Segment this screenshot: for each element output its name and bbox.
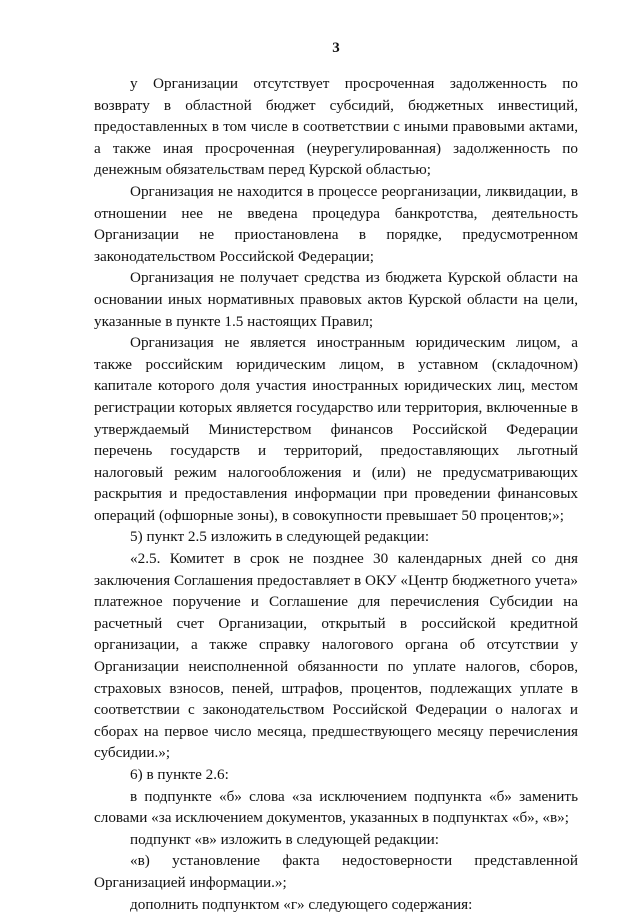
paragraph-clause-2-5: «2.5. Комитет в срок не позднее 30 календарных дней со дня заключения Соглашения предоставляет в ОКУ «Центр бюджетного учета» платежное поручение и Соглашение для перечисления Субсидии на расчетный счет Организации, открытый в российской кредитной организации, а также справку налогового органа об отсутствии у Организации неисполненной обязанности по уплате налогов, сборов, страховых взносов, пеней, штрафов, процентов, подлежащих уплате в соответствии с законодательством Российской Федерации о налогах и сборах на первое число месяца, предшествующего месяцу перечисления субсидии.»; (94, 550, 578, 762)
paragraph-subitem-b: в подпункте «б» слова «за исключением подпункта «б» заменить словами «за исключением документов, указанных в подпунктах «б», «в»; (94, 787, 578, 827)
document-body (94, 73, 578, 915)
paragraph-subitem-v-intro: подпункт «в» изложить в следующей редакции: (130, 830, 439, 848)
paragraph-not-foreign-entity: Организация не является иностранным юридическим лицом, а также российским юридическим лицом, в уставном (складочном) капитале которого доля участия иностранных юридических лиц, местом регистрации которых является государство или территория, включенные в утверждаемый Министерством финансов Российской Федерации перечень государств и территорий, предоставляющих льготный налоговый режим налогообложения и (или) не предусматривающих раскрытия и предоставления информации при проведении финансовых операций (офшорные зоны), в совокупности превышает 50 процентов;»; (94, 334, 578, 524)
paragraph-no-reorganization: Организация не находится в процессе реорганизации, ликвидации, в отношении нее не введена процедура банкротства, деятельность Организации не приостановлена в порядке, предусмотренном законодательством Российской Федерации; (94, 182, 578, 265)
paragraph-subitem-v-text: «в) установление факта недостоверности представленной Организацией информации.»; (94, 852, 578, 891)
paragraph-subitem-g-intro: дополнить подпунктом «г» следующего содержания: (130, 895, 473, 913)
paragraph-item-6: 6) в пункте 2.6: (130, 766, 229, 783)
paragraph-no-overdue-debt: у Организации отсутствует просроченная задолженность по возврату в областной бюджет субсидий, бюджетных инвестиций, предоставленных в том числе в соответствии с иными правовыми актами, а также иная просроченная (неурегулированная) задолженность по денежным обязательствам перед Курской областью; (94, 75, 578, 179)
page-number: 3 (332, 40, 340, 56)
paragraph-item-5: 5) пункт 2.5 изложить в следующей редакции: (130, 528, 430, 546)
paragraph-no-other-funds: Организация не получает средства из бюджета Курской области на основании иных нормативных правовых актов Курской области на цели, указанные в пункте 1.5 настоящих Правил; (94, 269, 578, 330)
